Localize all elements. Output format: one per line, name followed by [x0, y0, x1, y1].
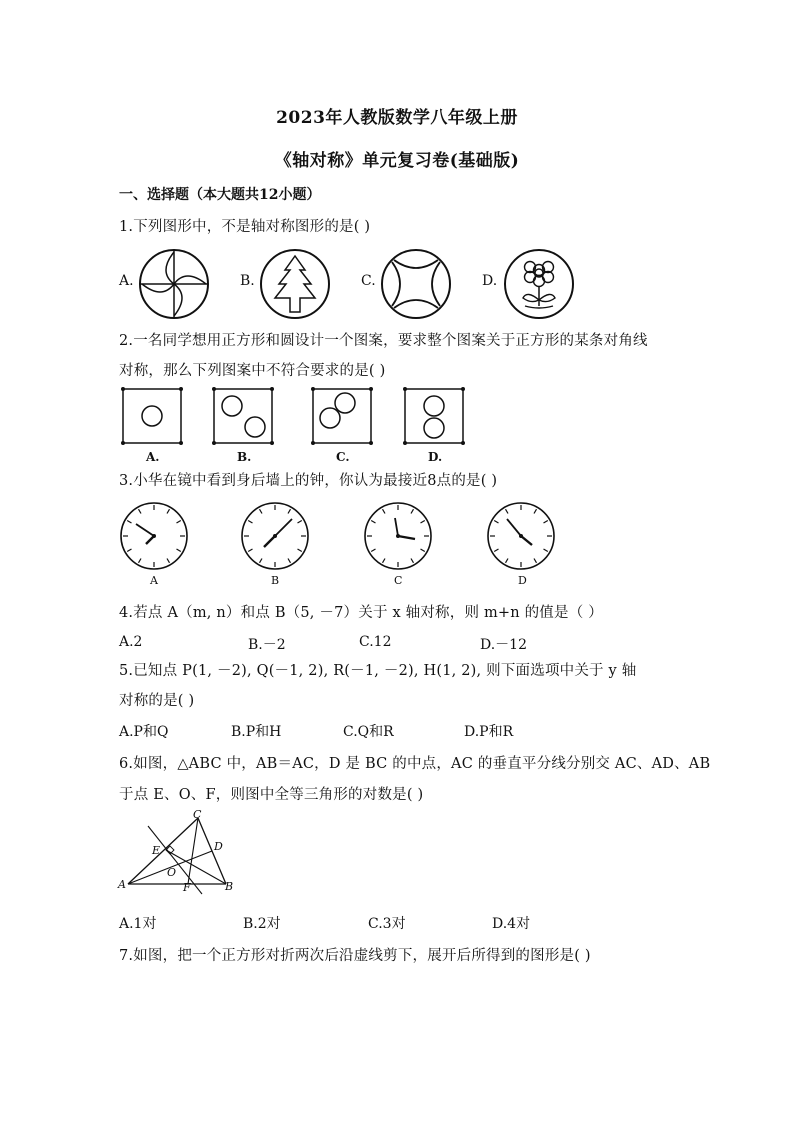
q1-label-c: C.: [361, 273, 376, 289]
question-4-text: 4.若点 A（m, n）和点 B（5, －7）关于 x 轴对称，则 m+n 的值是（ ）: [119, 605, 603, 621]
q6-point-f: F: [183, 881, 191, 894]
q2-label-a: A.: [146, 450, 160, 464]
q3-label-d: D: [518, 574, 527, 587]
q2-label-c: C.: [336, 450, 350, 464]
q5-option-b: B.P和H: [231, 724, 282, 740]
question-6-line-2: 于点 E、O、F，则图中全等三角形的对数是( ): [119, 787, 424, 803]
q6-point-e: E: [152, 844, 161, 857]
question-7-text: 7.如图，把一个正方形对折两次后沿虚线剪下，展开后所得到的图形是( ): [119, 948, 591, 964]
q1-figure-b-tree: [259, 248, 331, 320]
q1-label-a: A.: [119, 273, 134, 289]
page-title: 2023年人教版数学八年级上册: [276, 108, 518, 128]
q6-point-a: A: [118, 878, 126, 891]
q6-option-d: D.4对: [492, 916, 531, 932]
q1-figure-a-pinwheel: [138, 248, 210, 320]
q2-figure-b: [213, 388, 273, 444]
q5-option-a: A.P和Q: [119, 724, 169, 740]
q1-label-b: B.: [240, 273, 255, 289]
q4-option-d: D.－12: [480, 637, 527, 653]
question-2-line-2: 对称，那么下列图案中不符合要求的是( ): [119, 363, 386, 379]
q3-label-b: B: [271, 574, 280, 587]
section-heading: 一、选择题（本大题共12小题）: [119, 187, 321, 203]
q6-option-b: B.2对: [243, 916, 281, 932]
page-subtitle: 《轴对称》单元复习卷(基础版): [274, 151, 520, 171]
q5-option-c: C.Q和R: [343, 724, 394, 740]
q1-label-d: D.: [482, 273, 498, 289]
q4-option-a: A.2: [119, 634, 143, 650]
q2-figure-a: [122, 388, 182, 444]
q4-option-b: B.－2: [248, 637, 286, 653]
q5-option-d: D.P和R: [464, 724, 514, 740]
q1-figure-c-arcs: [380, 248, 452, 320]
q2-label-d: D.: [428, 450, 443, 464]
q3-label-a: A: [150, 574, 158, 587]
q2-figure-d: [404, 388, 464, 444]
question-5-line-1: 5.已知点 P(1, －2), Q(－1, 2), R(－1, －2), H(1, 2), 则下面选项中关于 y 轴: [119, 663, 637, 679]
q6-option-a: A.1对: [119, 916, 157, 932]
q4-option-c: C.12: [359, 634, 392, 650]
q6-point-c: C: [193, 808, 202, 821]
question-3-text: 3.小华在镜中看到身后墙上的钟，你认为最接近8点的是( ): [119, 473, 498, 489]
q3-clock-d: [486, 501, 556, 571]
question-5-line-2: 对称的是( ): [119, 693, 195, 709]
q6-point-d: D: [214, 840, 223, 853]
q3-label-c: C: [394, 574, 403, 587]
q3-clock-c: [363, 501, 433, 571]
q1-figure-d-flower: [503, 248, 575, 320]
question-2-line-1: 2.一名同学想用正方形和圆设计一个图案，要求整个图案关于正方形的某条对角线: [119, 333, 648, 349]
question-6-line-1: 6.如图，△ABC 中，AB＝AC，D 是 BC 的中点，AC 的垂直平分线分别交 AC、AD、AB: [119, 756, 711, 772]
q2-label-b: B.: [237, 450, 252, 464]
q3-clock-b: [240, 501, 310, 571]
q6-point-o: O: [167, 866, 177, 879]
q6-option-c: C.3对: [368, 916, 406, 932]
q2-figure-c: [312, 388, 372, 444]
q3-clock-a: [119, 501, 189, 571]
q6-point-b: B: [225, 880, 234, 893]
question-1-text: 1.下列图形中，不是轴对称图形的是( ): [119, 219, 371, 235]
